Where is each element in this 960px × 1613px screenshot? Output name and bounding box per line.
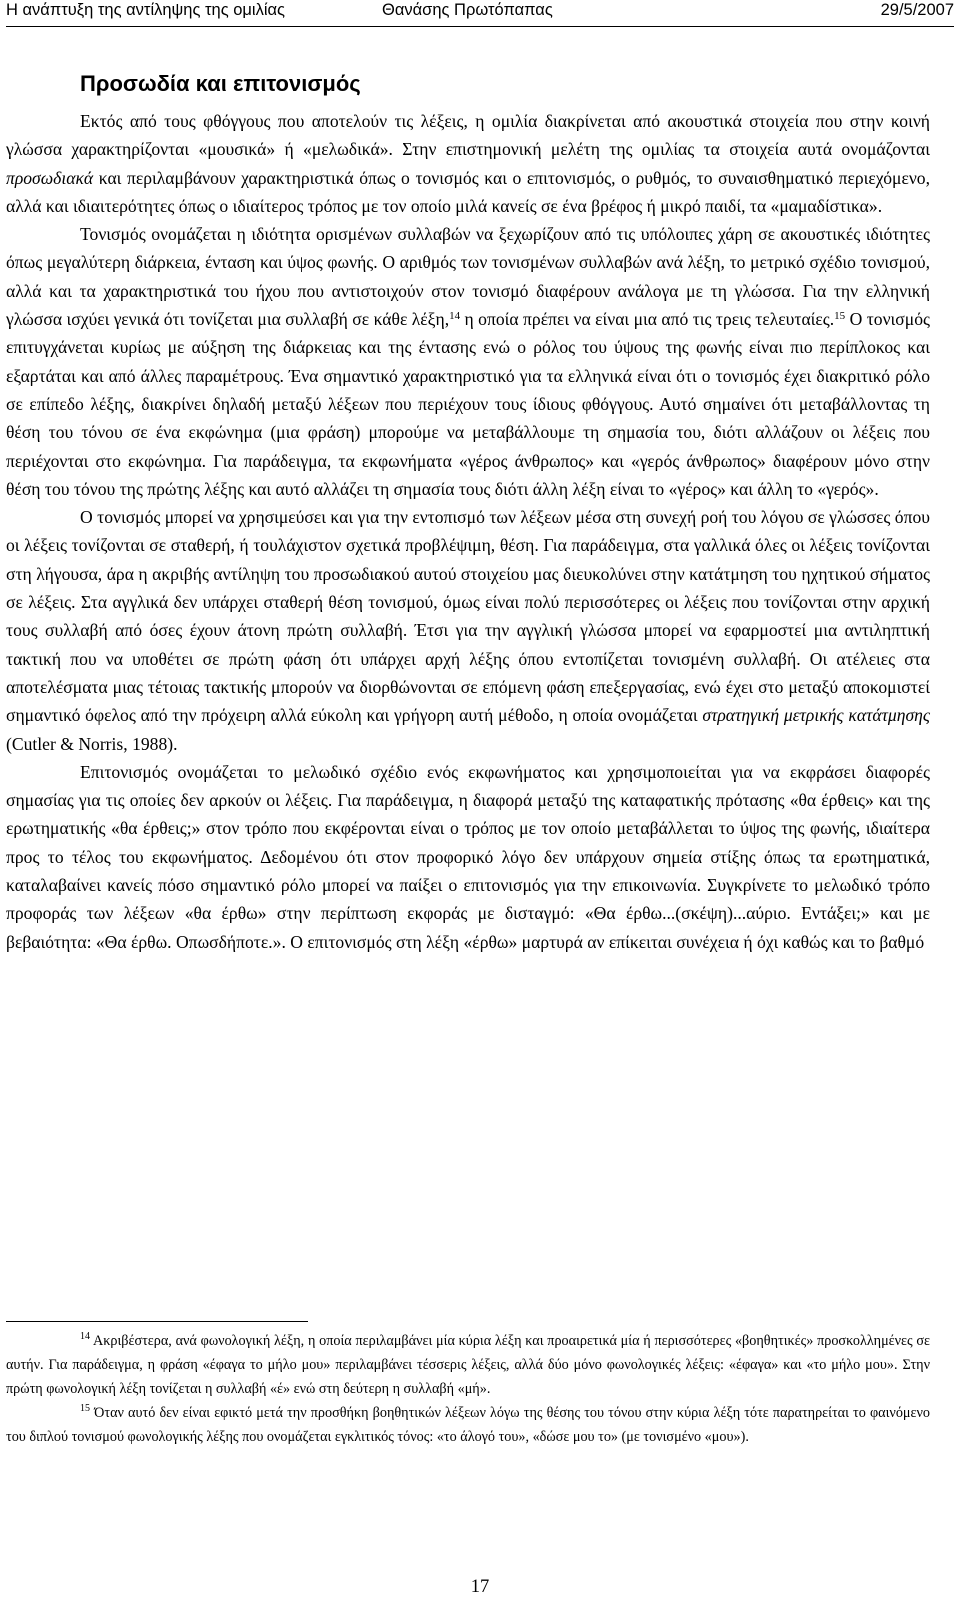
- paragraph-3-text-b: (Cutler & Norris, 1988).: [6, 733, 178, 754]
- paragraph-1: [6, 107, 930, 220]
- paragraph-3: [6, 503, 930, 758]
- paragraph-2-text-b: η οποία πρέπει να είναι μια από τις τρεις τελευταίες.: [460, 309, 835, 330]
- body-text: [6, 107, 930, 956]
- header-author: Θανάσης Πρωτόπαπας: [382, 1, 553, 19]
- paragraph-3-term: στρατηγική μετρικής κατάτμησης: [702, 705, 930, 726]
- footnote-14-number: 14: [80, 1331, 90, 1342]
- running-header: [6, 0, 954, 27]
- paragraph-4: Επιτονισμός ονομάζεται το μελωδικό σχέδιο ενός εκφωνήματος και χρησιμοποιείται για να εκφράσει διαφορές σημασίας για τις οποίες δεν αρκούν οι λέξεις. Για παράδειγμα, η διαφορά μεταξύ της καταφατικής πρότασης «θα έρθεις» και της ερωτηματικής «θα έρθεις;» στον τρόπο που εκφέρονται είναι ο τρόπος με τον οποίο μεταβάλλεται το ύψος της φωνής, ιδιαίτερα προς το τέλος του εκφωνήματος. Δεδομένου ότι στον προφορικό λόγο δεν υπάρχουν σημεία στίξης όπως τα ερωτηματικά, καταλαβαίνει κανείς πόσο σημαντικό ρόλο μπορεί να παίξει ο επιτονισμός για την επικοινωνία. Συγκρίνετε το μελωδικό τρόπο προφοράς των λέξεων «θα έρθω» στην περίπτωση εκφοράς με δισταγμό: «Θα έρθω...(σκέψη)...αύριο. Εντάξει;» και με βεβαιότητα: «Θα έρθω. Οπωσδήποτε.». Ο επιτονισμός στη λέξη «έρθω» μαρτυρά αν επίκειται συνέχεια ή όχι καθώς και το βαθμό: [6, 761, 930, 952]
- paragraph-3-text-a: Ο τονισμός μπορεί να χρησιμεύσει και για την εντοπισμό των λέξεων μέσα στη συνεχή ροή του λόγου σε γλώσσες όπου οι λέξεις τονίζονται σε σταθερή, ή τουλάχιστον σχετικά προβλέψιμη, θέση. Για παράδειγμα, στα γαλλικά όλες οι λέξεις τονίζονται στη λήγουσα, άρα η ακριβής αντίληψη του προσωδιακού αυτού στοιχείου μας διευκολύνει στην κατάτμηση του ηχητικού σήματος σε λέξεις. Στα αγγλικά δεν υπάρχει σταθερή θέση τονισμού, όμως είναι πολύ περισσότερες οι λέξεις που τονίζονται στην αρχική τους συλλαβή από όσες έχουν άτονη πρώτη συλλαβή. Έτσι για την αγγλική γλώσσα μπορεί να εφαρμοστεί μια αντιληπτική τακτική που να υποθέτει σε πρώτη φάση ότι υπάρχει αρχή λέξης όπου εντοπίζεται τονισμένη συλλαβή. Οι ατέλειες στα αποτελέσματα μιας τέτοιας τακτικής μπορούν να διορθώνονται σε επόμενη φάση επεξεργασίας, ενώ έχει στο μεταξύ αποκομιστεί σημαντικό όφελος από την πρόχειρη αλλά εύκολη και γρήγορη αυτή μέθοδο, η οποία ονομάζεται: [6, 507, 930, 726]
- section-title: Προσωδία και επιτονισμός: [80, 71, 361, 96]
- paragraph-2-text-c: Ο τονισμός επιτυγχάνεται κυρίως με αύξηση της διάρκειας και της έντασης ενώ ο ρόλος του ύψους της φωνής είναι πιο περίπλοκος και εξαρτάται και από άλλες παραμέτρους. Ένα σημαντικό χαρακτηριστικό για τα ελληνικά είναι ότι ο τονισμός έχει διακριτικό ρόλο σε επίπεδο λέξης, διακρίνει δηλαδή μεταξύ λέξεων που περιέχουν τους ίδιους φθόγγους. Αυτό σημαίνει ότι μεταβάλλοντας τη θέση του τόνου σε ένα εκφώνημα (μια φράση) μπορούμε να μεταβάλλουμε τη σημασία του, διότι αλλάζουν οι λέξεις που περιέχονται στο εκφώνημα. Για παράδειγμα, τα εκφωνήματα «γέρος άνθρωπος» και «γερός άνθρωπος» διαφέρουν μόνο στην θέση του τόνου της πρώτης λέξης και αυτό αλλάζει τη σημασία τους διότι άλλη λέξη είναι το «γέρος» και άλλη το «γερός».: [6, 309, 930, 499]
- paragraph-1-text-a: Εκτός από τους φθόγγους που αποτελούν τις λέξεις, η ομιλία διακρίνεται από ακουστικά στοιχεία που στην κοινή γλώσσα χαρακτηρίζονται «μουσικά» ή «μελωδικά». Στην επιστημονική μελέτη της ομιλίας τα στοιχεία αυτά ονομάζονται: [6, 111, 930, 160]
- footnote-separator: [6, 1321, 308, 1322]
- header-book-title: Η ανάπτυξη της αντίληψης της ομιλίας: [6, 1, 285, 19]
- paragraph-2-text-a: Τονισμός ονομάζεται η ιδιότητα ορισμένων συλλαβών να ξεχωρίζουν από τις υπόλοιπες χάρη σε ακουστικές ιδιότητες όπως μεγαλύτερη διάρκεια, ένταση και ύψος φωνής. Ο αριθμός των τονισμένων συλλαβών ανά λέξη, το μετρικό σχέδιο τονισμού, αλλά και τα χαρακτηριστικά του ήχου που αντιστοιχούν στον τονισμό διαφέρουν ανάλογα με τη γλώσσα. Για την ελληνική γλώσσα ισχύει γενικά ότι τονίζεται μια συλλαβή σε κάθε λέξη,: [6, 224, 930, 330]
- paragraph-1-term: προσωδιακά: [6, 167, 94, 188]
- footnote-15: [6, 1401, 930, 1449]
- footnote-14-text: Ακριβέστερα, ανά φωνολογική λέξη, η οποία περιλαμβάνει μία κύρια λέξη και προαιρετικά μία ή περισσότερες «βοηθητικές» προσκολλημένες σε αυτήν. Για παράδειγμα, η φράση «έφαγα το μήλο μου» περιλαμβάνει τέσσερις λέξεις, αλλά δύο μόνο φωνολογικές λέξεις: «έφαγα» και «το μήλο μου». Στην πρώτη φωνολογική λέξη τονίζεται η συλλαβή «έ» ενώ στη δεύτερη η συλλαβή «μή».: [6, 1333, 930, 1397]
- footnote-15-number: 15: [80, 1403, 90, 1414]
- footnotes: [6, 1329, 930, 1449]
- footnote-ref-14[interactable]: 14: [449, 310, 461, 323]
- paragraph-1-text-b: και περιλαμβάνουν χαρακτηριστικά όπως ο τονισμός και ο επιτονισμός, ο ρυθμός, το συναισθηματικό περιεχόμενο, αλλά και ιδιαιτερότητες όπως ο ιδιαίτερος τρόπος με τον οποίο μιλά κανείς σε ένα βρέφος ή μικρό παιδί, τα «μαμαδίστικα».: [6, 167, 930, 216]
- header-date: 29/5/2007: [880, 1, 954, 19]
- footnote-ref-15[interactable]: 15: [834, 310, 846, 323]
- paragraph-2: [6, 220, 930, 503]
- footnote-14: [6, 1329, 930, 1401]
- page-number: 17: [470, 1577, 490, 1597]
- footnote-15-text: Όταν αυτό δεν είναι εφικτό μετά την προσθήκη βοηθητικών λέξεων λόγω της θέσης του τόνου στην κύρια λέξη τότε παρατηρείται το φαινόμενο του διπλού τονισμού φωνολογικής λέξης που ονομάζεται εγκλιτικός τόνος: «το άλογό του», «δώσε μου το» (με τονισμένο «μου»).: [6, 1405, 930, 1445]
